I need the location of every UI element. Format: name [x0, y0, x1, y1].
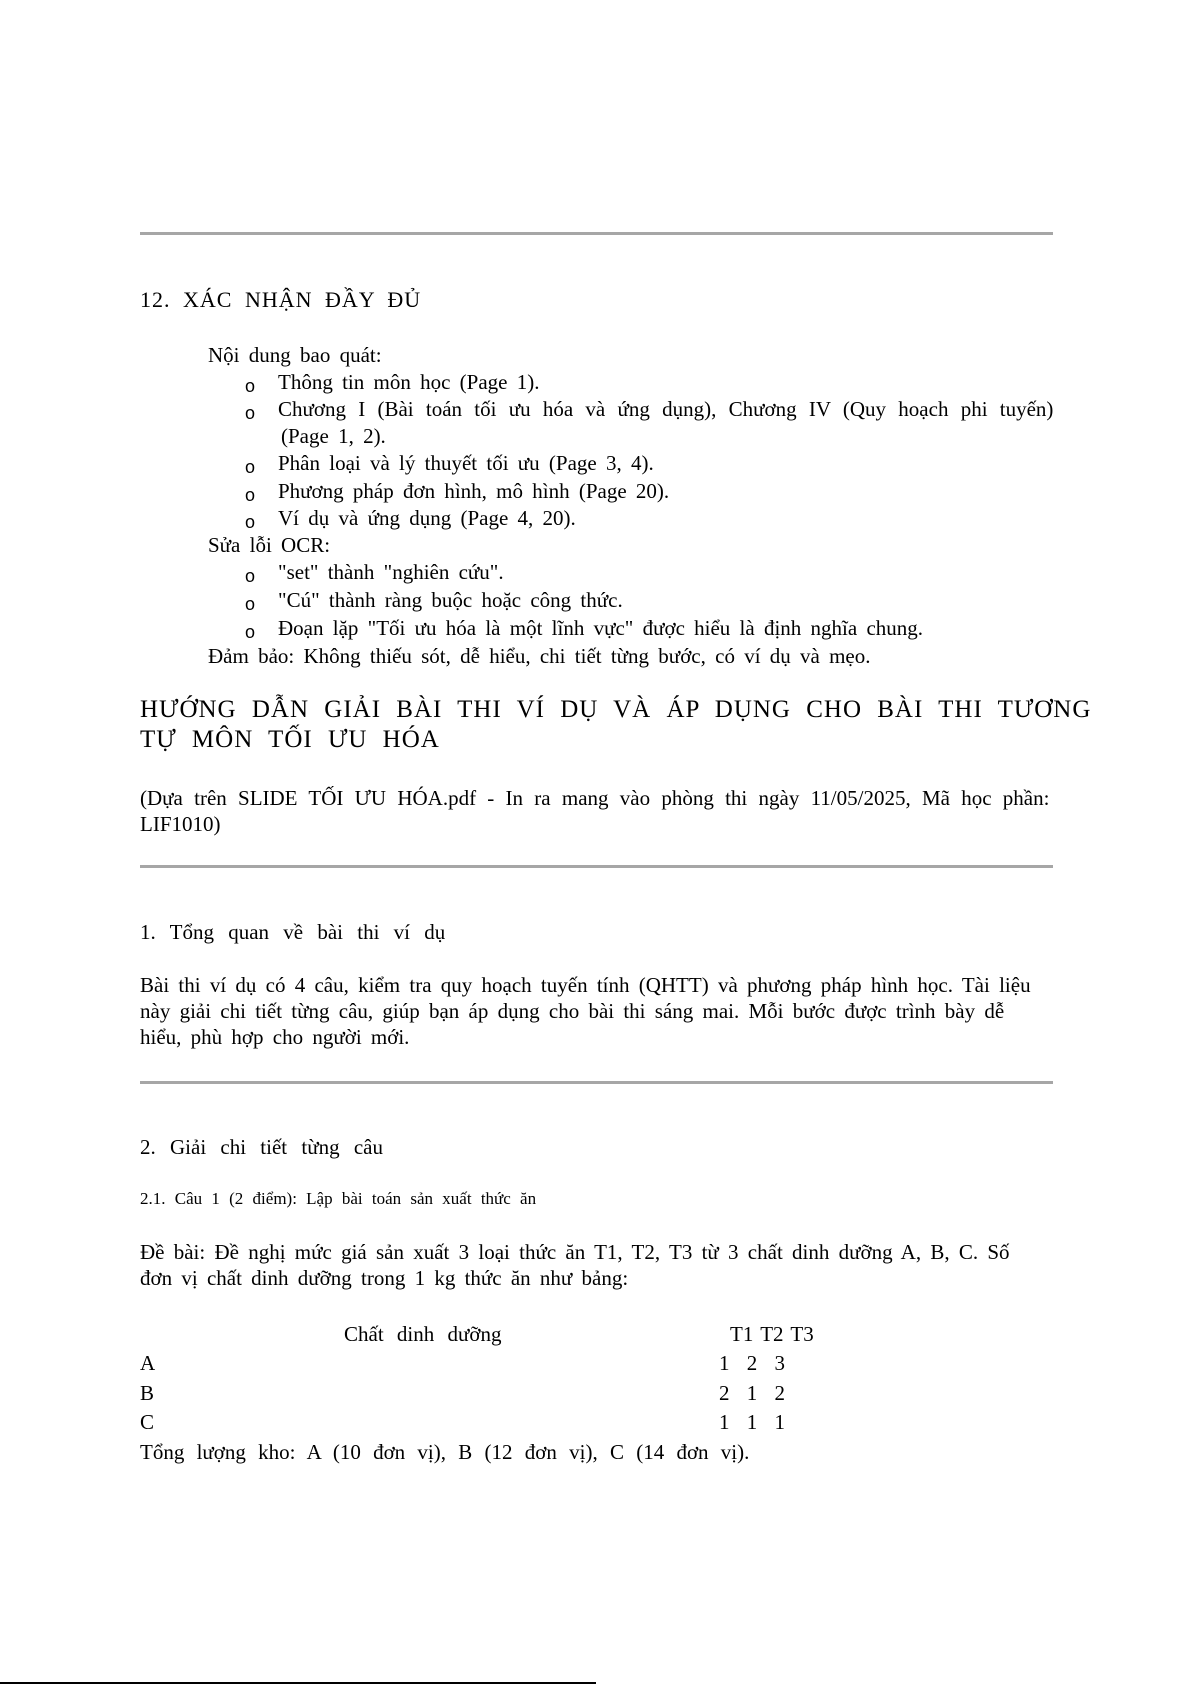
sub-item-continuation: (Page 1, 2). [281, 424, 386, 448]
sub-bullet-icon: o [245, 376, 256, 396]
table-header-foods: T1 T2 T3 [730, 1322, 814, 1346]
overview-paragraph-line-2: này giải chi tiết từng câu, giúp bạn áp dụng cho bài thi sáng mai. Mỗi bước được trình bày dễ [140, 999, 1005, 1023]
sub-bullet-icon: o [245, 512, 256, 532]
table-row-values: 1 1 1 [719, 1410, 785, 1434]
sub-item: Đoạn lặp "Tối ưu hóa là một lĩnh vực" được hiểu là định nghĩa chung. [278, 616, 924, 640]
overview-paragraph-line-1: Bài thi ví dụ có 4 câu, kiểm tra quy hoạch tuyến tính (QHTT) và phương pháp hình học. Tài liệu [140, 973, 1031, 997]
table-row-values: 1 2 3 [719, 1351, 785, 1375]
sub-item: Thông tin môn học (Page 1). [278, 370, 540, 394]
section-12-heading: 12. XÁC NHẬN ĐẦY ĐỦ [140, 287, 422, 312]
problem-statement-line-2: đơn vị chất dinh dưỡng trong 1 kg thức ăn như bảng: [140, 1266, 629, 1290]
horizontal-rule [140, 232, 1053, 235]
table-row-values: 2 1 2 [719, 1381, 785, 1405]
sub-item: "Cú" thành ràng buộc hoặc công thức. [278, 588, 623, 612]
stock-total-line: Tổng lượng kho: A (10 đơn vị), B (12 đơn vị), C (14 đơn vị). [140, 1440, 750, 1464]
sub-bullet-icon: o [245, 457, 256, 477]
guide-source-line-1: (Dựa trên SLIDE TỐI ƯU HÓA.pdf - In ra mang vào phòng thi ngày 11/05/2025, Mã học phần: [140, 786, 1050, 810]
sub-bullet-icon: o [245, 485, 256, 505]
problem-statement-line-1: Đề bài: Đề nghị mức giá sản xuất 3 loại thức ăn T1, T2, T3 từ 3 chất dinh dưỡng A, B, C. Số [140, 1240, 1010, 1264]
sub-bullet-icon: o [245, 594, 256, 614]
horizontal-rule [140, 865, 1053, 868]
sub-item: Chương I (Bài toán tối ưu hóa và ứng dụng), Chương IV (Quy hoạch phi tuyến) [278, 397, 1054, 421]
guide-title-line-2: TỰ MÔN TỐI ƯU HÓA [140, 726, 440, 753]
horizontal-rule [140, 1081, 1053, 1084]
guide-source-line-2: LIF1010) [140, 812, 221, 836]
table-row-name: C [140, 1410, 155, 1434]
section-2-heading: 2. Giải chi tiết từng câu [140, 1135, 383, 1159]
table-row-name: B [140, 1381, 155, 1405]
sub-item: Ví dụ và ứng dụng (Page 4, 20). [278, 506, 576, 530]
sub-bullet-icon: o [245, 403, 256, 423]
guide-title-line-1: HƯỚNG DẪN GIẢI BÀI THI VÍ DỤ VÀ ÁP DỤNG CHO BÀI THI TƯƠNG [140, 696, 1092, 723]
overview-paragraph-line-3: hiểu, phù hợp cho người mới. [140, 1025, 410, 1049]
sub-item: "set" thành "nghiên cứu". [278, 560, 504, 584]
bullet-item-guarantee: Đảm bảo: Không thiếu sót, dễ hiểu, chi tiết từng bước, có ví dụ và mẹo. [208, 644, 871, 668]
sub-item: Phân loại và lý thuyết tối ưu (Page 3, 4). [278, 451, 654, 475]
sub-bullet-icon: o [245, 622, 256, 642]
question-1-heading: 2.1. Câu 1 (2 điểm): Lập bài toán sản xuất thức ăn [140, 1189, 537, 1208]
table-row-name: A [140, 1351, 156, 1375]
bullet-item-ocr-fixes: Sửa lỗi OCR: [208, 533, 331, 557]
bullet-item-coverage: Nội dung bao quát: [208, 343, 382, 367]
sub-bullet-icon: o [245, 566, 256, 586]
page-bottom-rule [0, 1682, 596, 1684]
sub-item: Phương pháp đơn hình, mô hình (Page 20). [278, 479, 670, 503]
table-header-nutrient: Chất dinh dưỡng [344, 1322, 502, 1346]
section-1-heading: 1. Tổng quan về bài thi ví dụ [140, 920, 446, 944]
